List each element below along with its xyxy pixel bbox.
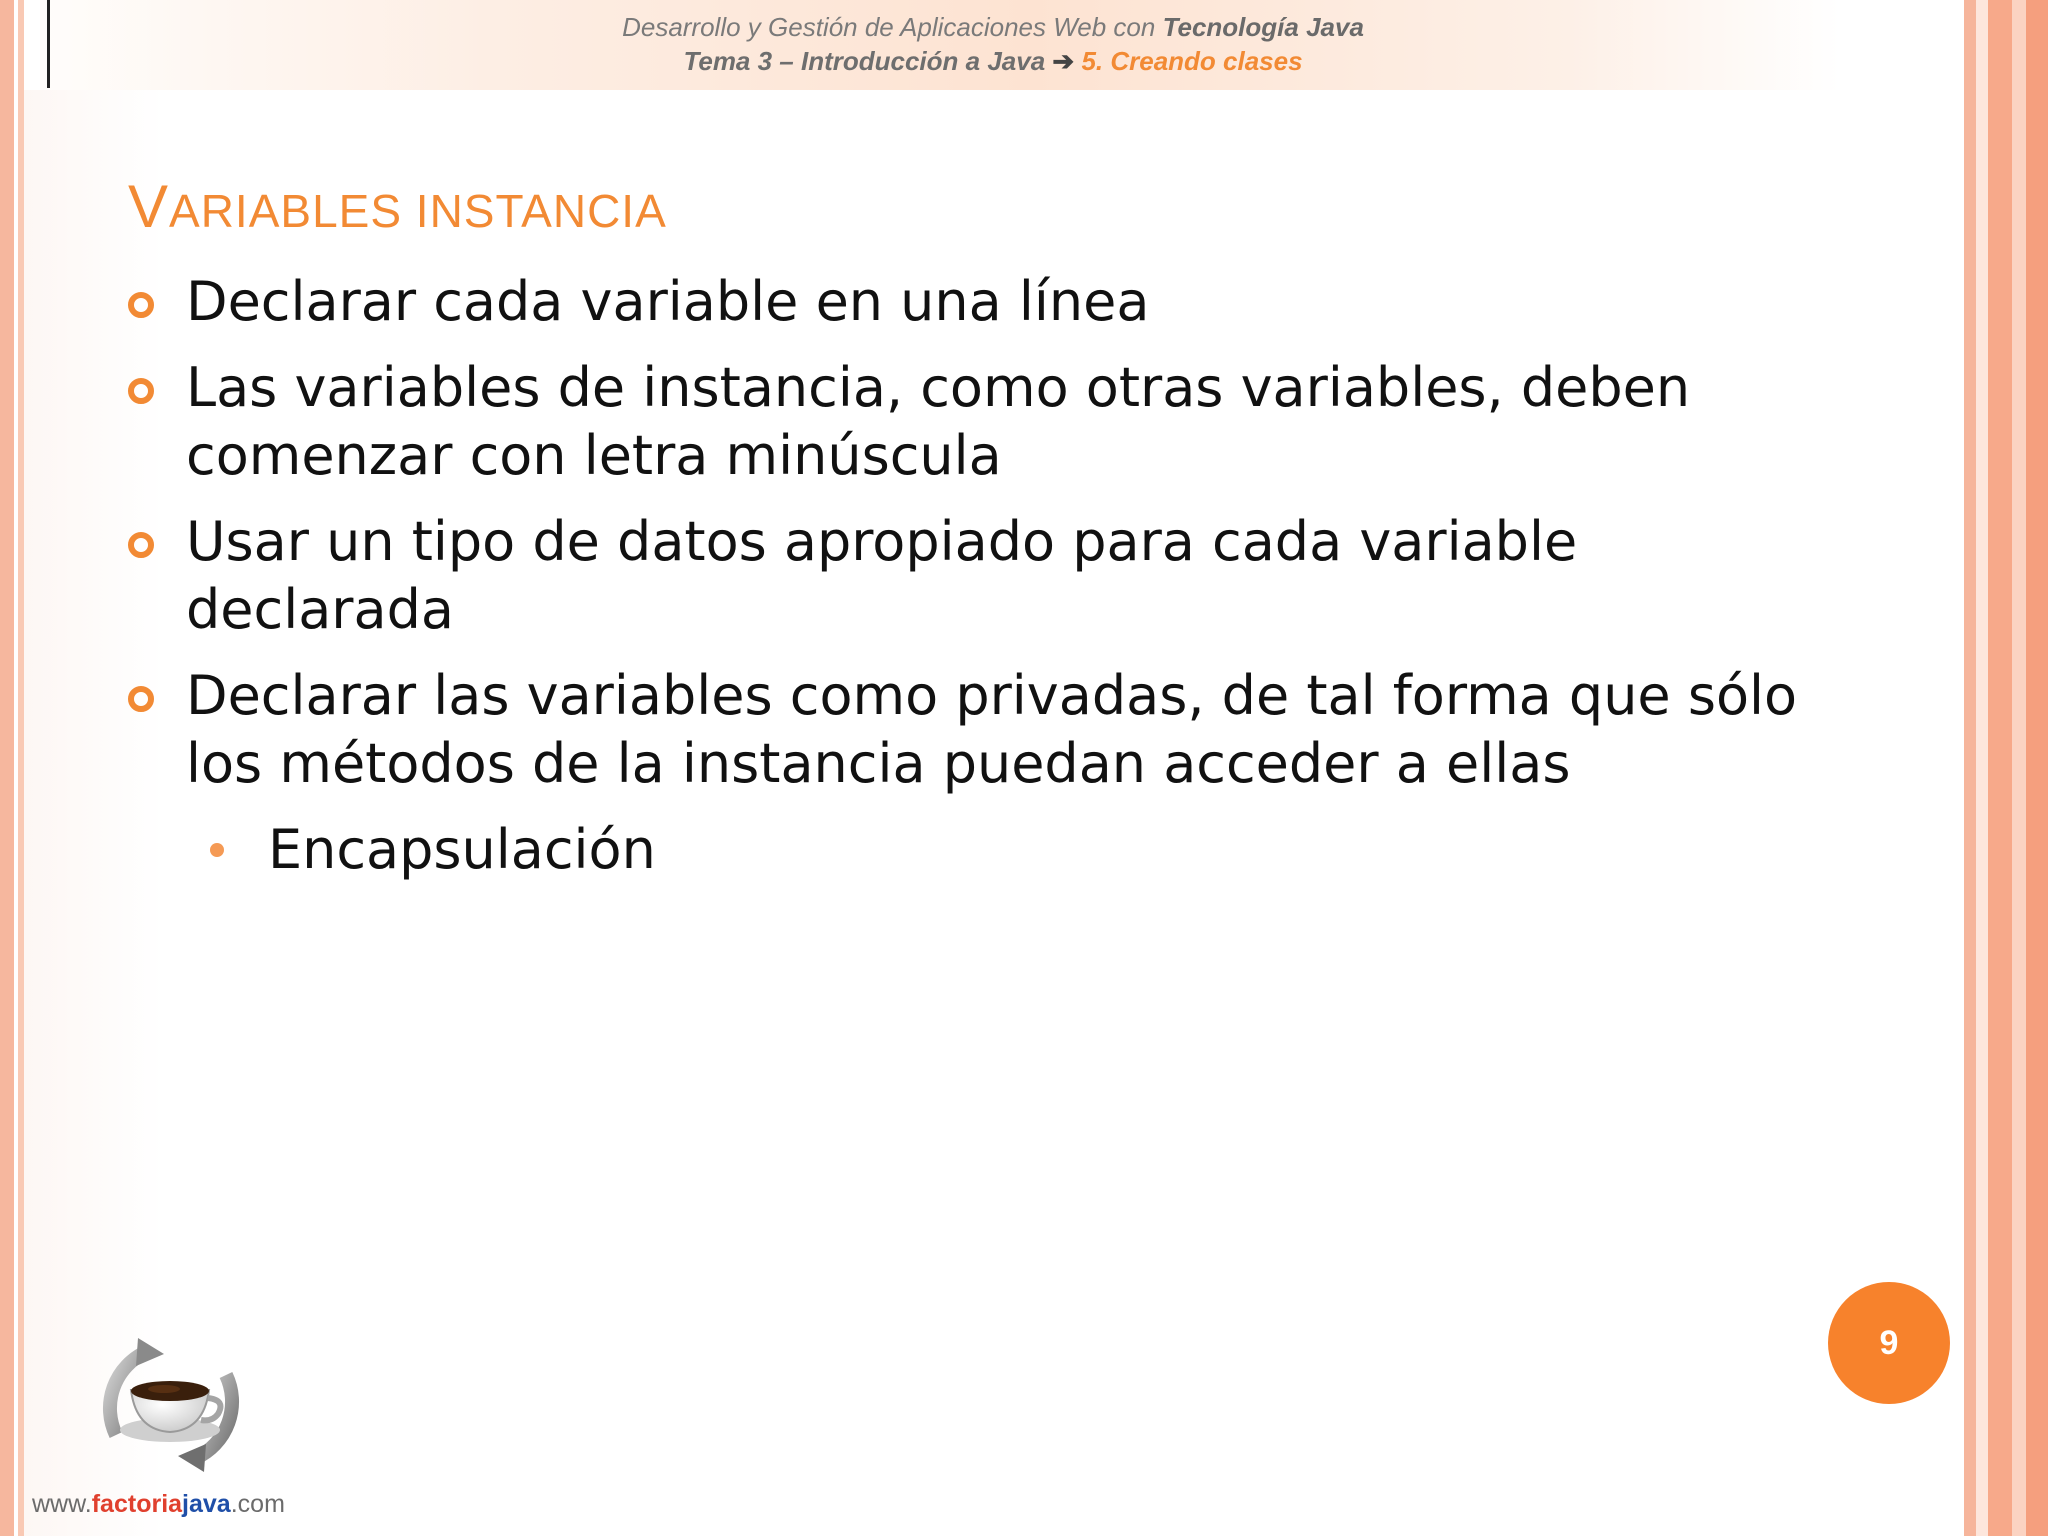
url-suffix: .com bbox=[230, 1490, 285, 1518]
url-factoria: factoria bbox=[91, 1490, 183, 1518]
bullet-text: Las variables de instancia, como otras variables, deben comenzar con letra minúscula bbox=[186, 356, 1691, 487]
circle-bullet-icon bbox=[128, 292, 154, 318]
breadcrumb-section: 5. Creando clases bbox=[1081, 46, 1303, 76]
breadcrumb bbox=[0, 46, 1986, 77]
sub-bullet-text: Encapsulación bbox=[268, 818, 656, 881]
arrow-right-icon: ➔ bbox=[1052, 46, 1075, 76]
dot-bullet-icon bbox=[210, 843, 224, 857]
slide-title-rest: ARIABLES INSTANCIA bbox=[169, 185, 667, 237]
page-number: 9 bbox=[1879, 1323, 1899, 1362]
list-item bbox=[120, 268, 1820, 336]
list-item bbox=[120, 508, 1786, 644]
circle-bullet-icon bbox=[128, 686, 154, 712]
coffee-cup-refresh-icon bbox=[86, 1330, 256, 1480]
url-java: java bbox=[182, 1490, 231, 1518]
bullet-text: Usar un tipo de datos apropiado para cada variable declarada bbox=[186, 510, 1578, 641]
bullet-text: Declarar cada variable en una línea bbox=[186, 270, 1150, 333]
list-item bbox=[120, 662, 1866, 798]
bullet-text: Declarar las variables como privadas, de tal forma que sólo los métodos de la instancia puedan acceder a ellas bbox=[186, 664, 1798, 795]
course-title bbox=[0, 12, 1986, 43]
slide-title-initial: V bbox=[128, 173, 170, 240]
bullet-list bbox=[120, 268, 1820, 884]
sub-list-item bbox=[120, 816, 1820, 884]
website-url[interactable] bbox=[32, 1490, 285, 1519]
circle-bullet-icon bbox=[128, 532, 154, 558]
course-title-bold: Tecnología Java bbox=[1162, 12, 1364, 42]
frame-left-border bbox=[0, 0, 14, 1536]
breadcrumb-topic: Tema 3 – Introducción a Java bbox=[683, 46, 1046, 76]
list-item bbox=[120, 354, 1706, 490]
circle-bullet-icon bbox=[128, 378, 154, 404]
page-number-badge bbox=[1828, 1282, 1950, 1404]
slide-title bbox=[128, 172, 667, 241]
frame-right-border bbox=[1962, 0, 2048, 1536]
url-prefix: www. bbox=[32, 1490, 92, 1518]
course-title-prefix: Desarrollo y Gestión de Aplicaciones Web con bbox=[622, 12, 1163, 42]
